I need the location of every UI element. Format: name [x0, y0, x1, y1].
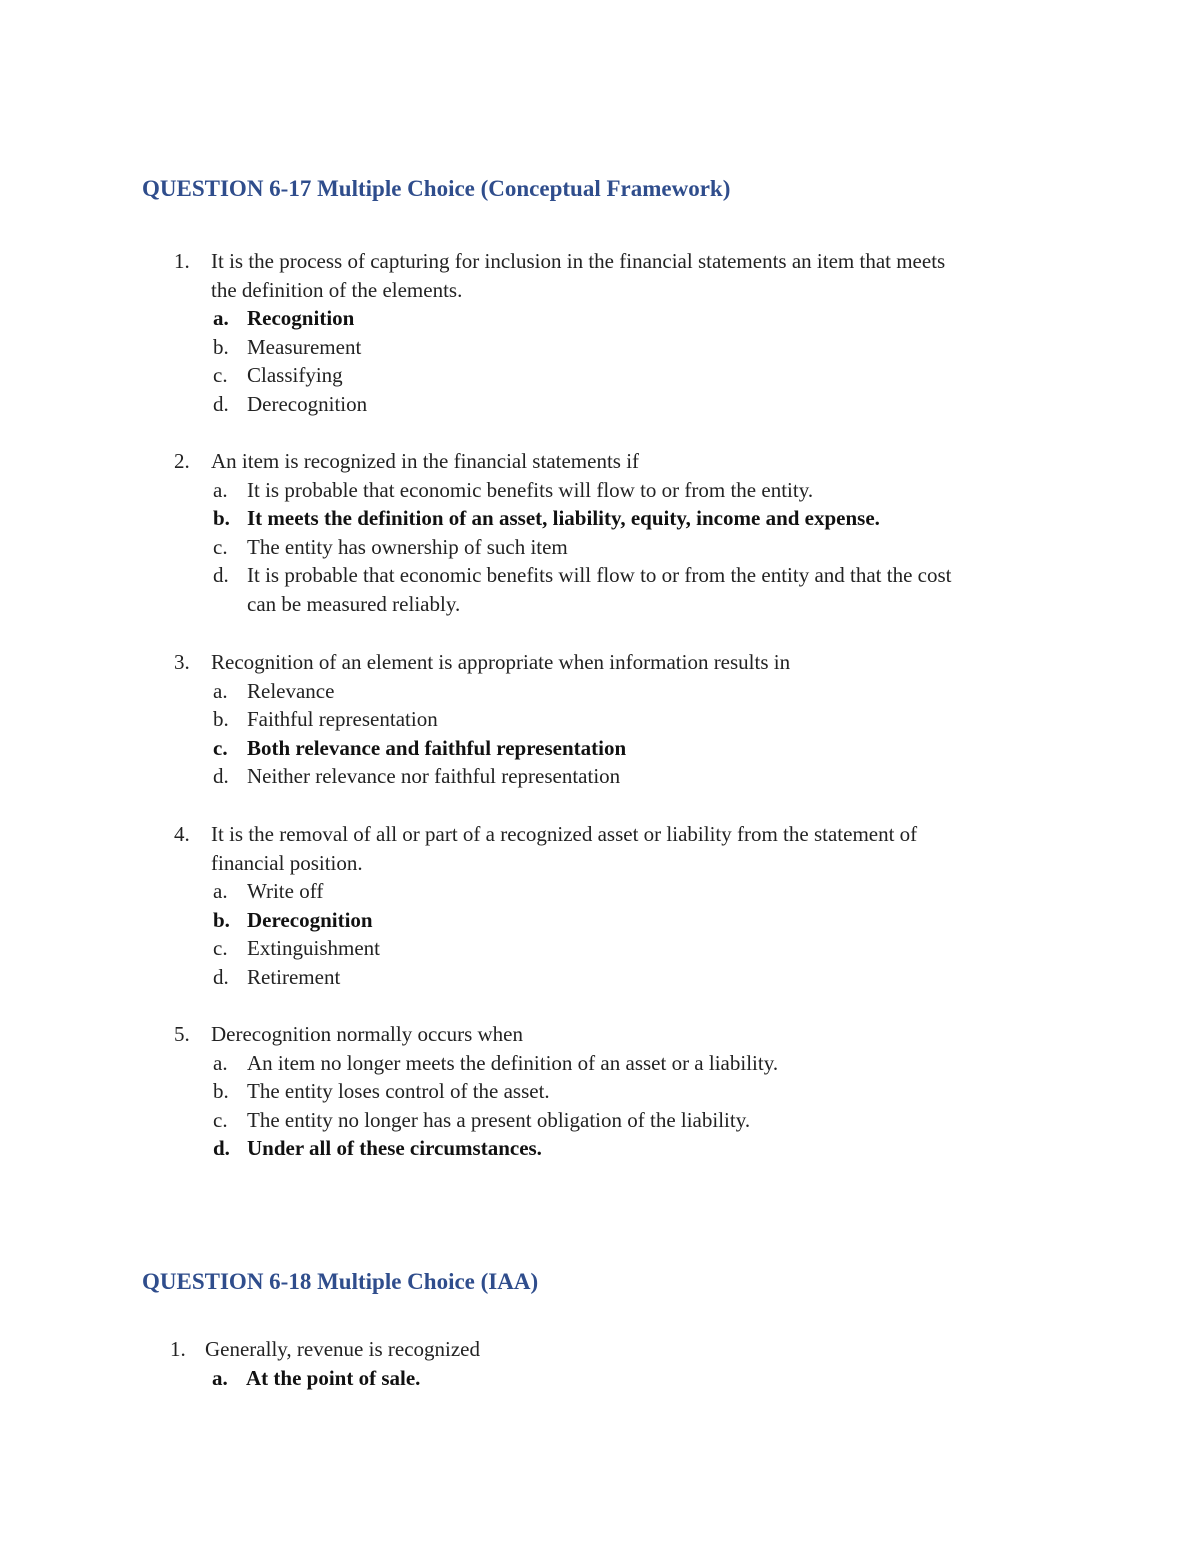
- option-letter: c.: [213, 936, 228, 961]
- section-heading: QUESTION 6-18 Multiple Choice (IAA): [142, 1269, 539, 1294]
- option-text: It is probable that economic benefits will flow to or from the entity and that the cost: [247, 563, 952, 588]
- question-5: [0, 1020, 1200, 1163]
- question-number: 3.: [174, 650, 190, 674]
- option-a: [0, 877, 1200, 906]
- option-c: [0, 734, 1200, 763]
- option-letter: d.: [213, 563, 229, 588]
- question-line: [0, 1020, 1200, 1049]
- option-letter: a.: [213, 678, 228, 703]
- question-number: 4.: [174, 822, 190, 846]
- option-text: An item no longer meets the definition of an asset or a liability.: [247, 1050, 779, 1075]
- question-text: An item is recognized in the financial statements if: [211, 449, 640, 473]
- option-b: [0, 1077, 1200, 1106]
- question-number: 2.: [174, 449, 190, 473]
- option-text: Both relevance and faithful representation: [247, 735, 627, 760]
- question-number: 5.: [174, 1022, 190, 1046]
- option-text: The entity no longer has a present obligation of the liability.: [247, 1107, 751, 1132]
- question-4: [0, 820, 1200, 992]
- option-text: Neither relevance nor faithful representation: [247, 764, 621, 789]
- option-text: Faithful representation: [247, 707, 438, 732]
- option-text: The entity has ownership of such item: [247, 534, 568, 559]
- option-c: [0, 361, 1200, 390]
- option-d-continuation: [0, 590, 1200, 619]
- option-letter: b.: [213, 907, 230, 932]
- question-line: [0, 447, 1200, 476]
- option-letter: d.: [213, 391, 229, 416]
- option-letter: d.: [213, 964, 229, 989]
- option-a: [0, 304, 1200, 333]
- option-text: At the point of sale.: [246, 1365, 421, 1390]
- option-letter: b.: [213, 334, 229, 359]
- question-1: [0, 247, 1200, 419]
- question-text: Generally, revenue is recognized: [205, 1337, 480, 1361]
- option-c: [0, 533, 1200, 562]
- question-number: 1.: [170, 1337, 186, 1361]
- option-text: Write off: [247, 879, 324, 904]
- option-c: [0, 1106, 1200, 1135]
- option-d: [0, 1134, 1200, 1163]
- option-letter: c.: [213, 1107, 228, 1132]
- option-b: [0, 906, 1200, 935]
- option-letter: d.: [213, 764, 229, 789]
- option-b: [0, 333, 1200, 362]
- option-c: [0, 934, 1200, 963]
- option-letter: d.: [213, 1136, 230, 1161]
- option-letter: c.: [213, 735, 228, 760]
- option-d: [0, 762, 1200, 791]
- option-d: [0, 561, 1200, 590]
- question-text: financial position.: [211, 850, 363, 875]
- option-text: The entity loses control of the asset.: [247, 1079, 550, 1104]
- option-letter: a.: [213, 306, 229, 331]
- option-letter: a.: [213, 879, 228, 904]
- option-letter: b.: [213, 506, 230, 531]
- option-letter: a.: [213, 1050, 228, 1075]
- option-text: Recognition: [247, 306, 355, 331]
- option-letter: b.: [213, 1079, 229, 1104]
- option-letter: c.: [213, 363, 228, 388]
- option-letter: a.: [212, 1365, 228, 1390]
- option-letter: b.: [213, 707, 229, 732]
- option-a: [0, 1364, 1200, 1393]
- option-b: [0, 504, 1200, 533]
- option-text: can be measured reliably.: [247, 591, 461, 616]
- question-line: [0, 1335, 1200, 1364]
- option-text: Derecognition: [247, 391, 368, 416]
- question-number: 1.: [174, 249, 190, 273]
- question-line: [0, 276, 1200, 305]
- option-text: Under all of these circumstances.: [247, 1136, 542, 1161]
- question-text: It is the process of capturing for inclusion in the financial statements an item that meets: [211, 249, 946, 273]
- option-d: [0, 390, 1200, 419]
- question-line: [0, 247, 1200, 276]
- option-a: [0, 476, 1200, 505]
- option-a: [0, 677, 1200, 706]
- question-line: [0, 849, 1200, 878]
- option-text: Derecognition: [247, 907, 373, 932]
- option-d: [0, 963, 1200, 992]
- section-heading: QUESTION 6-17 Multiple Choice (Conceptual Framework): [142, 176, 731, 201]
- question-1: [0, 1335, 1200, 1392]
- option-letter: a.: [213, 477, 228, 502]
- question-3: [0, 648, 1200, 791]
- option-text: It is probable that economic benefits will flow to or from the entity.: [247, 477, 814, 502]
- question-text: the definition of the elements.: [211, 277, 463, 302]
- option-text: Measurement: [247, 334, 362, 359]
- option-letter: c.: [213, 534, 228, 559]
- question-line: [0, 648, 1200, 677]
- question-2: [0, 447, 1200, 619]
- question-text: Recognition of an element is appropriate when information results in: [211, 650, 791, 674]
- option-text: Retirement: [247, 964, 341, 989]
- option-b: [0, 705, 1200, 734]
- option-text: It meets the definition of an asset, liability, equity, income and expense.: [247, 506, 880, 531]
- option-text: Extinguishment: [247, 936, 380, 961]
- option-text: Relevance: [247, 678, 335, 703]
- question-text: Derecognition normally occurs when: [211, 1022, 523, 1046]
- option-text: Classifying: [247, 363, 343, 388]
- question-text: It is the removal of all or part of a recognized asset or liability from the statement of: [211, 822, 918, 846]
- question-line: [0, 820, 1200, 849]
- option-a: [0, 1049, 1200, 1078]
